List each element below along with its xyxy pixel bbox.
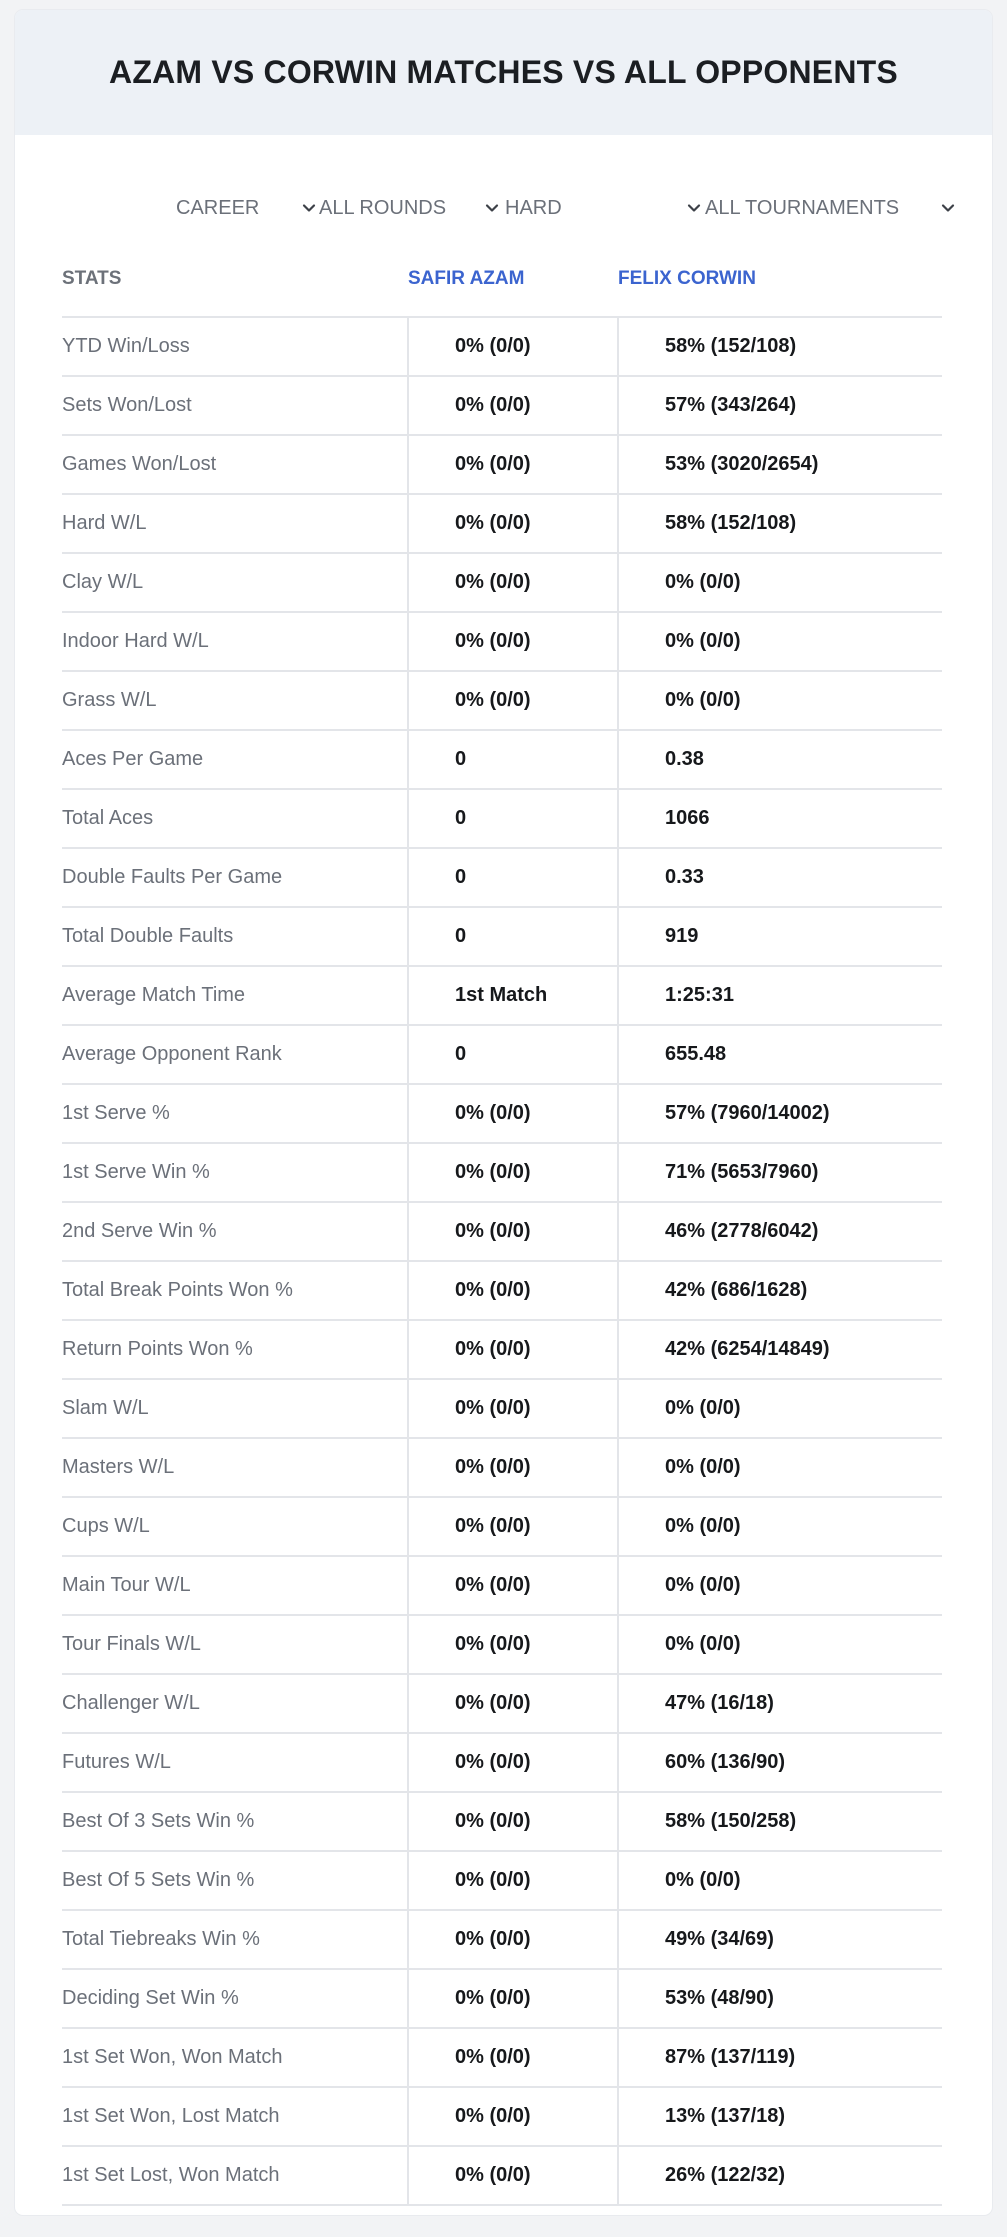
player1-value-cell: 0 xyxy=(408,1025,618,1084)
player1-value-cell: 1st Match xyxy=(408,966,618,1025)
stat-name-cell: Masters W/L xyxy=(62,1438,408,1497)
chevron-down-icon xyxy=(485,201,499,215)
stat-name-cell: Hard W/L xyxy=(62,494,408,553)
player1-value-cell: 0% (0/0) xyxy=(408,1261,618,1320)
table-row xyxy=(62,435,942,494)
player1-value-cell: 0% (0/0) xyxy=(408,1792,618,1851)
chevron-down-icon xyxy=(687,201,701,215)
player2-value-cell: 0% (0/0) xyxy=(618,1438,942,1497)
player1-value-cell: 0% (0/0) xyxy=(408,376,618,435)
round-filter-dropdown[interactable] xyxy=(319,180,499,236)
stat-name-cell: 2nd Serve Win % xyxy=(62,1202,408,1261)
player2-value-cell: 26% (122/32) xyxy=(618,2146,942,2205)
player1-value-cell: 0% (0/0) xyxy=(408,1556,618,1615)
player1-value-cell: 0% (0/0) xyxy=(408,2087,618,2146)
stat-name-cell: Main Tour W/L xyxy=(62,1556,408,1615)
tournament-filter-dropdown[interactable] xyxy=(705,180,955,236)
chevron-down-icon xyxy=(941,201,955,215)
player1-value-cell: 0% (0/0) xyxy=(408,494,618,553)
stat-name-cell: Total Break Points Won % xyxy=(62,1261,408,1320)
table-row xyxy=(62,1556,942,1615)
player2-value-cell: 58% (150/258) xyxy=(618,1792,942,1851)
table-row xyxy=(62,789,942,848)
player1-value-cell: 0% (0/0) xyxy=(408,1615,618,1674)
period-filter-dropdown[interactable] xyxy=(176,180,316,236)
player2-value-cell: 47% (16/18) xyxy=(618,1674,942,1733)
player2-value-cell: 13% (137/18) xyxy=(618,2087,942,2146)
table-row xyxy=(62,2146,942,2205)
stat-name-cell: Total Double Faults xyxy=(62,907,408,966)
player2-value-cell: 0% (0/0) xyxy=(618,1615,942,1674)
player2-value-cell: 1066 xyxy=(618,789,942,848)
player2-value-cell: 42% (6254/14849) xyxy=(618,1320,942,1379)
player1-value-cell: 0 xyxy=(408,848,618,907)
stat-name-cell: Indoor Hard W/L xyxy=(62,612,408,671)
player2-value-cell: 0% (0/0) xyxy=(618,612,942,671)
player1-value-cell: 0% (0/0) xyxy=(408,2146,618,2205)
player1-value-cell: 0% (0/0) xyxy=(408,671,618,730)
player1-value-cell: 0% (0/0) xyxy=(408,1910,618,1969)
player1-value-cell: 0% (0/0) xyxy=(408,1084,618,1143)
player1-value-cell: 0% (0/0) xyxy=(408,317,618,376)
table-row xyxy=(62,553,942,612)
table-row xyxy=(62,1674,942,1733)
table-row xyxy=(62,848,942,907)
player2-value-cell: 42% (686/1628) xyxy=(618,1261,942,1320)
table-row xyxy=(62,494,942,553)
stats-table xyxy=(62,242,942,2206)
stat-name-cell: 1st Set Won, Won Match xyxy=(62,2028,408,2087)
player2-value-cell: 0.33 xyxy=(618,848,942,907)
player1-value-cell: 0% (0/0) xyxy=(408,1320,618,1379)
player2-value-cell: 53% (48/90) xyxy=(618,1969,942,2028)
stat-name-cell: Aces Per Game xyxy=(62,730,408,789)
stat-name-cell: Deciding Set Win % xyxy=(62,1969,408,2028)
table-row xyxy=(62,612,942,671)
stat-name-cell: Best Of 3 Sets Win % xyxy=(62,1792,408,1851)
stat-name-cell: Tour Finals W/L xyxy=(62,1615,408,1674)
table-row xyxy=(62,1497,942,1556)
stat-name-cell: Sets Won/Lost xyxy=(62,376,408,435)
stat-name-cell: Total Tiebreaks Win % xyxy=(62,1910,408,1969)
stat-name-cell: Slam W/L xyxy=(62,1379,408,1438)
player1-value-cell: 0% (0/0) xyxy=(408,1438,618,1497)
player1-value-cell: 0% (0/0) xyxy=(408,1497,618,1556)
player2-value-cell: 0% (0/0) xyxy=(618,1851,942,1910)
period-filter-label: CAREER xyxy=(176,196,260,219)
table-row xyxy=(62,730,942,789)
player2-value-cell: 1:25:31 xyxy=(618,966,942,1025)
stat-name-cell: Grass W/L xyxy=(62,671,408,730)
table-row xyxy=(62,1320,942,1379)
player1-column-header[interactable]: SAFIR AZAM xyxy=(408,242,618,317)
table-row xyxy=(62,2028,942,2087)
player2-value-cell: 0% (0/0) xyxy=(618,553,942,612)
table-row xyxy=(62,1969,942,2028)
stat-name-cell: Challenger W/L xyxy=(62,1674,408,1733)
table-row xyxy=(62,671,942,730)
card-header xyxy=(15,10,992,135)
table-row xyxy=(62,2087,942,2146)
stat-name-cell: Total Aces xyxy=(62,789,408,848)
stat-name-cell: Double Faults Per Game xyxy=(62,848,408,907)
player2-value-cell: 87% (137/119) xyxy=(618,2028,942,2087)
tournament-filter-label: ALL TOURNAMENTS xyxy=(705,196,900,219)
page-title: AZAM VS CORWIN MATCHES VS ALL OPPONENTS xyxy=(109,54,898,90)
player2-value-cell: 0% (0/0) xyxy=(618,1379,942,1438)
player1-value-cell: 0% (0/0) xyxy=(408,1733,618,1792)
player1-value-cell: 0% (0/0) xyxy=(408,612,618,671)
table-row xyxy=(62,966,942,1025)
table-row xyxy=(62,1025,942,1084)
table-row xyxy=(62,1084,942,1143)
stat-name-cell: Games Won/Lost xyxy=(62,435,408,494)
filter-bar xyxy=(15,180,992,236)
player1-value-cell: 0% (0/0) xyxy=(408,553,618,612)
table-row xyxy=(62,1792,942,1851)
table-row xyxy=(62,1910,942,1969)
table-row xyxy=(62,1261,942,1320)
table-row xyxy=(62,317,942,376)
surface-filter-label: HARD xyxy=(505,196,562,219)
player1-value-cell: 0 xyxy=(408,730,618,789)
stat-name-cell: 1st Set Lost, Won Match xyxy=(62,2146,408,2205)
player2-value-cell: 0.38 xyxy=(618,730,942,789)
stat-name-cell: Best Of 5 Sets Win % xyxy=(62,1851,408,1910)
player1-value-cell: 0 xyxy=(408,789,618,848)
stat-name-cell: Average Opponent Rank xyxy=(62,1025,408,1084)
stat-name-cell: 1st Serve % xyxy=(62,1084,408,1143)
player2-value-cell: 58% (152/108) xyxy=(618,494,942,553)
stat-name-cell: Cups W/L xyxy=(62,1497,408,1556)
player1-value-cell: 0% (0/0) xyxy=(408,1202,618,1261)
stat-name-cell: Futures W/L xyxy=(62,1733,408,1792)
table-row xyxy=(62,1615,942,1674)
player1-value-cell: 0% (0/0) xyxy=(408,1379,618,1438)
player2-value-cell: 58% (152/108) xyxy=(618,317,942,376)
table-row xyxy=(62,907,942,966)
stat-name-cell: 1st Set Won, Lost Match xyxy=(62,2087,408,2146)
player2-value-cell: 60% (136/90) xyxy=(618,1733,942,1792)
player2-column-header[interactable]: FELIX CORWIN xyxy=(618,242,942,317)
player1-value-cell: 0 xyxy=(408,907,618,966)
stats-column-header: STATS xyxy=(62,242,408,317)
player2-value-cell: 57% (7960/14002) xyxy=(618,1084,942,1143)
stat-name-cell: YTD Win/Loss xyxy=(62,317,408,376)
stat-name-cell: Return Points Won % xyxy=(62,1320,408,1379)
player1-value-cell: 0% (0/0) xyxy=(408,2028,618,2087)
player2-value-cell: 0% (0/0) xyxy=(618,671,942,730)
table-header-row xyxy=(62,242,942,317)
comparison-card xyxy=(15,10,992,2215)
player1-value-cell: 0% (0/0) xyxy=(408,1674,618,1733)
player2-value-cell: 57% (343/264) xyxy=(618,376,942,435)
surface-filter-dropdown[interactable] xyxy=(505,180,701,236)
player1-value-cell: 0% (0/0) xyxy=(408,1969,618,2028)
player2-value-cell: 0% (0/0) xyxy=(618,1497,942,1556)
table-row xyxy=(62,1438,942,1497)
chevron-down-icon xyxy=(302,201,316,215)
stat-name-cell: 1st Serve Win % xyxy=(62,1143,408,1202)
stat-name-cell: Average Match Time xyxy=(62,966,408,1025)
table-row xyxy=(62,1379,942,1438)
player2-value-cell: 53% (3020/2654) xyxy=(618,435,942,494)
table-row xyxy=(62,1851,942,1910)
player1-value-cell: 0% (0/0) xyxy=(408,435,618,494)
player2-value-cell: 46% (2778/6042) xyxy=(618,1202,942,1261)
table-row xyxy=(62,1733,942,1792)
player2-value-cell: 0% (0/0) xyxy=(618,1556,942,1615)
table-row xyxy=(62,1143,942,1202)
table-row xyxy=(62,1202,942,1261)
stat-name-cell: Clay W/L xyxy=(62,553,408,612)
player2-value-cell: 655.48 xyxy=(618,1025,942,1084)
player2-value-cell: 919 xyxy=(618,907,942,966)
round-filter-label: ALL ROUNDS xyxy=(319,196,447,219)
player1-value-cell: 0% (0/0) xyxy=(408,1143,618,1202)
player1-value-cell: 0% (0/0) xyxy=(408,1851,618,1910)
player2-value-cell: 71% (5653/7960) xyxy=(618,1143,942,1202)
player2-value-cell: 49% (34/69) xyxy=(618,1910,942,1969)
table-row xyxy=(62,376,942,435)
